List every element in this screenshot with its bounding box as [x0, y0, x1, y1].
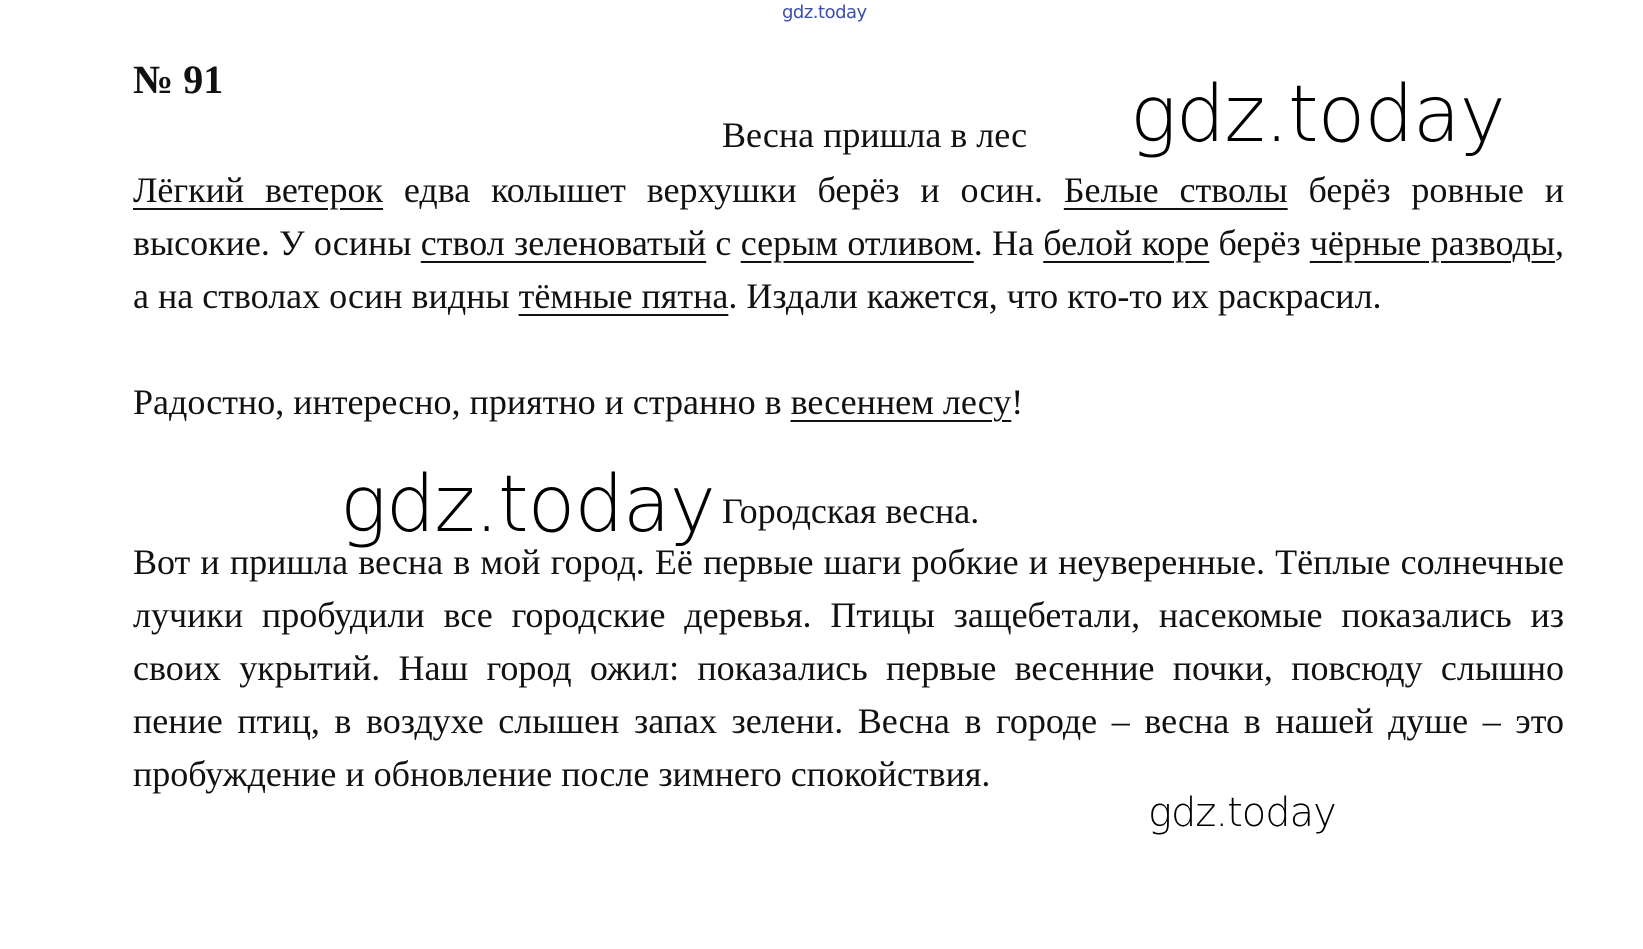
watermark-large-middle: gdz.today: [340, 460, 715, 550]
text-segment: едва колышет верхушки берёз и осин.: [383, 170, 1064, 210]
underlined-phrase: серым отливом: [740, 223, 974, 263]
underlined-phrase: чёрные разводы: [1309, 223, 1556, 263]
text1-paragraph2: [133, 376, 1564, 429]
text1-paragraph1: [133, 164, 1564, 323]
text-segment: с: [706, 223, 741, 263]
underlined-phrase: тёмные пятна: [518, 276, 729, 316]
underlined-phrase: Белые стволы: [1063, 170, 1288, 210]
text2-title: Городская весна.: [722, 491, 980, 531]
text-segment: !: [1011, 382, 1024, 422]
underlined-phrase: белой коре: [1043, 223, 1210, 263]
text-segment: , а на стволах осин видны: [133, 223, 1565, 316]
text2-paragraph: Вот и пришла весна в мой город. Её первые шаги робкие и неуверенные. Тёплые солнечные лучики пробудили все городские деревья. Птицы защебетали, насекомые показались из своих укрытий. Наш город ожил: показались первые весенние почки, повсюду слышно пение птиц, в воздухе слышен запах зелени. Весна в городе – весна в нашей душе – это пробуждение и обновление после зимнего спокойствия.: [133, 542, 1564, 794]
watermark-small-bottom: gdz.today: [1148, 790, 1336, 836]
text-segment: берёз: [1209, 223, 1310, 263]
text-segment: берёз ровные и высокие. У осины: [133, 170, 1565, 263]
task-number: № 91: [133, 57, 224, 102]
text-segment: . На: [973, 223, 1044, 263]
top-watermark: gdz.today: [782, 2, 867, 23]
text-segment: Радостно, интересно, приятно и странно в: [133, 382, 791, 422]
underlined-phrase: Лёгкий ветерок: [133, 170, 384, 210]
text-segment: . Издали кажется, что кто-то их раскрасил.: [728, 276, 1382, 316]
underlined-phrase: ствол зеленоватый: [420, 223, 707, 263]
underlined-phrase: весеннем лесу: [790, 382, 1012, 422]
text1-title: Весна пришла в лес: [722, 115, 1028, 155]
watermark-large-top: gdz.today: [1130, 70, 1505, 160]
